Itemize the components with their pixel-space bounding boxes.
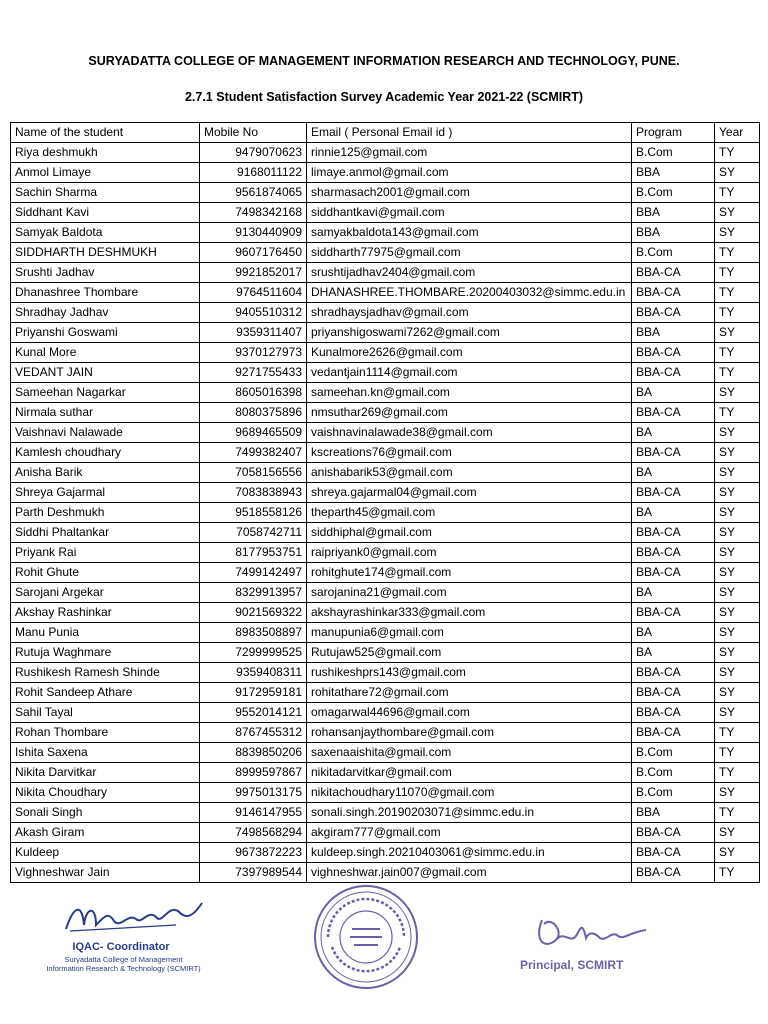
cell-email: nikitachoudhary11070@gmail.com <box>307 783 632 803</box>
cell-name: Rushikesh Ramesh Shinde <box>11 663 200 683</box>
cell-email: saxenaaishita@gmail.com <box>307 743 632 763</box>
coordinator-signature-scribble <box>56 895 206 939</box>
cell-program: BBA <box>632 803 715 823</box>
table-row <box>11 343 760 363</box>
cell-program: BBA-CA <box>632 863 715 883</box>
cell-email: omagarwal44696@gmail.com <box>307 703 632 723</box>
cell-email: akshayrashinkar333@gmail.com <box>307 603 632 623</box>
cell-email: srushtijadhav2404@gmail.com <box>307 263 632 283</box>
cell-year: TY <box>715 243 760 263</box>
cell-program: BBA-CA <box>632 303 715 323</box>
table-row <box>11 863 760 883</box>
page-title: SURYADATTA COLLEGE OF MANAGEMENT INFORMATION RESEARCH AND TECHNOLOGY, PUNE. <box>88 54 680 68</box>
table-row <box>11 783 760 803</box>
cell-year: SY <box>715 683 760 703</box>
cell-mobile: 8999597867 <box>200 763 307 783</box>
cell-year: TY <box>715 403 760 423</box>
cell-mobile: 7397989544 <box>200 863 307 883</box>
cell-name: Priyank Rai <box>11 543 200 563</box>
cell-email: kuldeep.singh.20210403061@simmc.edu.in <box>307 843 632 863</box>
cell-year: SY <box>715 603 760 623</box>
cell-name: Priyanshi Goswami <box>11 323 200 343</box>
cell-program: BBA-CA <box>632 703 715 723</box>
cell-name: Rohit Sandeep Athare <box>11 683 200 703</box>
column-header-program: Program <box>632 123 715 143</box>
cell-program: BA <box>632 583 715 603</box>
cell-year: SY <box>715 543 760 563</box>
table-row <box>11 723 760 743</box>
cell-email: rohitghute174@gmail.com <box>307 563 632 583</box>
table-row <box>11 283 760 303</box>
cell-name: Siddhi Phaltankar <box>11 523 200 543</box>
cell-program: BBA-CA <box>632 543 715 563</box>
cell-email: vedantjain1114@gmail.com <box>307 363 632 383</box>
cell-year: TY <box>715 863 760 883</box>
cell-name: Rohit Ghute <box>11 563 200 583</box>
cell-program: BBA-CA <box>632 283 715 303</box>
cell-mobile: 8983508897 <box>200 623 307 643</box>
cell-program: BBA-CA <box>632 603 715 623</box>
cell-email: shreya.gajarmal04@gmail.com <box>307 483 632 503</box>
table-row <box>11 223 760 243</box>
cell-mobile: 7499382407 <box>200 443 307 463</box>
cell-name: Nirmala suthar <box>11 403 200 423</box>
table-row <box>11 823 760 843</box>
column-header-mobile: Mobile No <box>200 123 307 143</box>
cell-name: Rutuja Waghmare <box>11 643 200 663</box>
cell-year: SY <box>715 223 760 243</box>
cell-program: B.Com <box>632 183 715 203</box>
cell-mobile: 8329913957 <box>200 583 307 603</box>
cell-program: BBA-CA <box>632 843 715 863</box>
cell-email: priyanshigoswami7262@gmail.com <box>307 323 632 343</box>
cell-mobile: 7058156556 <box>200 463 307 483</box>
cell-mobile: 9370127973 <box>200 343 307 363</box>
cell-program: BA <box>632 463 715 483</box>
cell-name: Kamlesh choudhary <box>11 443 200 463</box>
cell-program: BBA <box>632 323 715 343</box>
cell-program: BBA <box>632 163 715 183</box>
cell-program: BA <box>632 643 715 663</box>
cell-year: SY <box>715 523 760 543</box>
cell-year: SY <box>715 643 760 663</box>
cell-program: BBA-CA <box>632 363 715 383</box>
cell-email: rohansanjaythombare@gmail.com <box>307 723 632 743</box>
cell-program: BBA-CA <box>632 683 715 703</box>
cell-year: SY <box>715 703 760 723</box>
cell-email: vighneshwar.jain007@gmail.com <box>307 863 632 883</box>
cell-name: Kuldeep <box>11 843 200 863</box>
cell-mobile: 7083838943 <box>200 483 307 503</box>
cell-mobile: 9405510312 <box>200 303 307 323</box>
cell-name: Shradhay Jadhav <box>11 303 200 323</box>
cell-name: Kunal More <box>11 343 200 363</box>
table-row <box>11 543 760 563</box>
cell-program: BBA-CA <box>632 723 715 743</box>
cell-mobile: 8080375896 <box>200 403 307 423</box>
table-row <box>11 203 760 223</box>
table-row <box>11 743 760 763</box>
table-row <box>11 803 760 823</box>
cell-program: BBA-CA <box>632 483 715 503</box>
cell-name: Dhanashree Thombare <box>11 283 200 303</box>
table-row <box>11 703 760 723</box>
cell-year: SY <box>715 563 760 583</box>
cell-email: siddhantkavi@gmail.com <box>307 203 632 223</box>
cell-program: BBA-CA <box>632 263 715 283</box>
table-row <box>11 483 760 503</box>
cell-program: B.Com <box>632 743 715 763</box>
cell-year: SY <box>715 503 760 523</box>
cell-mobile: 9146147955 <box>200 803 307 823</box>
cell-name: Sarojani Argekar <box>11 583 200 603</box>
table-header-row <box>11 123 760 143</box>
cell-name: Samyak Baldota <box>11 223 200 243</box>
cell-name: VEDANT JAIN <box>11 363 200 383</box>
cell-year: TY <box>715 143 760 163</box>
cell-year: SY <box>715 323 760 343</box>
table-row <box>11 183 760 203</box>
cell-name: Manu Punia <box>11 623 200 643</box>
cell-email: sonali.singh.20190203071@simmc.edu.in <box>307 803 632 823</box>
cell-year: TY <box>715 183 760 203</box>
iqac-coordinator-signature <box>36 895 211 985</box>
cell-email: limaye.anmol@gmail.com <box>307 163 632 183</box>
cell-program: BBA-CA <box>632 443 715 463</box>
cell-year: SY <box>715 663 760 683</box>
cell-mobile: 7498342168 <box>200 203 307 223</box>
cell-name: Sachin Sharma <box>11 183 200 203</box>
column-header-year: Year <box>715 123 760 143</box>
cell-year: SY <box>715 383 760 403</box>
cell-program: BBA <box>632 203 715 223</box>
cell-mobile: 7058742711 <box>200 523 307 543</box>
cell-name: Srushti Jadhav <box>11 263 200 283</box>
table-row <box>11 443 760 463</box>
table-row <box>11 643 760 663</box>
principal-role-label: Principal, SCMIRT <box>520 958 624 972</box>
cell-email: sarojanina21@gmail.com <box>307 583 632 603</box>
cell-mobile: 9764511604 <box>200 283 307 303</box>
cell-name: Ishita Saxena <box>11 743 200 763</box>
principal-signature-scribble <box>530 910 650 954</box>
cell-program: BBA <box>632 223 715 243</box>
cell-email: Kunalmore2626@gmail.com <box>307 343 632 363</box>
cell-program: BA <box>632 383 715 403</box>
cell-year: SY <box>715 423 760 443</box>
cell-email: DHANASHREE.THOMBARE.20200403032@simmc.edu.in <box>307 283 632 303</box>
table-row <box>11 143 760 163</box>
column-header-name: Name of the student <box>11 123 200 143</box>
cell-mobile: 9359408311 <box>200 663 307 683</box>
cell-year: SY <box>715 203 760 223</box>
cell-year: SY <box>715 463 760 483</box>
cell-mobile: 9518558126 <box>200 503 307 523</box>
cell-year: TY <box>715 803 760 823</box>
table-row <box>11 163 760 183</box>
table-row <box>11 263 760 283</box>
cell-email: nikitadarvitkar@gmail.com <box>307 763 632 783</box>
cell-name: Riya deshmukh <box>11 143 200 163</box>
cell-year: SY <box>715 823 760 843</box>
cell-program: B.Com <box>632 783 715 803</box>
cell-name: Parth Deshmukh <box>11 503 200 523</box>
table-row <box>11 383 760 403</box>
cell-year: SY <box>715 783 760 803</box>
cell-name: Sahil Tayal <box>11 703 200 723</box>
cell-email: samyakbaldota143@gmail.com <box>307 223 632 243</box>
table-row <box>11 403 760 423</box>
table-row <box>11 683 760 703</box>
cell-program: B.Com <box>632 243 715 263</box>
cell-program: BBA-CA <box>632 663 715 683</box>
cell-year: SY <box>715 843 760 863</box>
table-row <box>11 583 760 603</box>
cell-name: Shreya Gajarmal <box>11 483 200 503</box>
cell-program: BBA-CA <box>632 823 715 843</box>
college-seal-stamp <box>312 883 420 991</box>
cell-mobile: 9673872223 <box>200 843 307 863</box>
table-row <box>11 563 760 583</box>
cell-year: TY <box>715 723 760 743</box>
table-row <box>11 363 760 383</box>
cell-mobile: 7498568294 <box>200 823 307 843</box>
table-row <box>11 243 760 263</box>
cell-mobile: 9561874065 <box>200 183 307 203</box>
cell-year: TY <box>715 263 760 283</box>
cell-email: rushikeshprs143@gmail.com <box>307 663 632 683</box>
table-row <box>11 603 760 623</box>
cell-year: SY <box>715 443 760 463</box>
table-body <box>11 143 760 883</box>
cell-name: Vaishnavi Nalawade <box>11 423 200 443</box>
cell-email: raipriyank0@gmail.com <box>307 543 632 563</box>
cell-email: sameehan.kn@gmail.com <box>307 383 632 403</box>
cell-year: SY <box>715 583 760 603</box>
column-header-email: Email ( Personal Email id ) <box>307 123 632 143</box>
cell-name: Siddhant Kavi <box>11 203 200 223</box>
cell-mobile: 9021569322 <box>200 603 307 623</box>
cell-mobile: 9921852017 <box>200 263 307 283</box>
cell-mobile: 9607176450 <box>200 243 307 263</box>
cell-year: SY <box>715 163 760 183</box>
cell-email: manupunia6@gmail.com <box>307 623 632 643</box>
table-row <box>11 523 760 543</box>
cell-name: Sonali Singh <box>11 803 200 823</box>
coordinator-org-line-2: Information Research & Technology (SCMIRT) <box>46 964 201 973</box>
cell-mobile: 9172959181 <box>200 683 307 703</box>
cell-email: shradhaysjadhav@gmail.com <box>307 303 632 323</box>
cell-mobile: 7299999525 <box>200 643 307 663</box>
cell-program: BBA-CA <box>632 343 715 363</box>
cell-name: Anisha Barik <box>11 463 200 483</box>
cell-mobile: 8177953751 <box>200 543 307 563</box>
cell-email: siddhiphal@gmail.com <box>307 523 632 543</box>
table-row <box>11 663 760 683</box>
table-row <box>11 623 760 643</box>
cell-email: Rutujaw525@gmail.com <box>307 643 632 663</box>
cell-email: theparth45@gmail.com <box>307 503 632 523</box>
student-survey-table <box>10 122 760 883</box>
cell-year: TY <box>715 743 760 763</box>
cell-program: BA <box>632 503 715 523</box>
table-row <box>11 323 760 343</box>
table-row <box>11 463 760 483</box>
cell-mobile: 9552014121 <box>200 703 307 723</box>
cell-mobile: 9271755433 <box>200 363 307 383</box>
cell-year: TY <box>715 343 760 363</box>
table-row <box>11 763 760 783</box>
table-row <box>11 423 760 443</box>
cell-mobile: 9689465509 <box>200 423 307 443</box>
cell-program: B.Com <box>632 143 715 163</box>
cell-mobile: 8839850206 <box>200 743 307 763</box>
cell-year: TY <box>715 303 760 323</box>
cell-name: SIDDHARTH DESHMUKH <box>11 243 200 263</box>
cell-name: Sameehan Nagarkar <box>11 383 200 403</box>
cell-name: Rohan Thombare <box>11 723 200 743</box>
cell-program: B.Com <box>632 763 715 783</box>
cell-email: vaishnavinalawade38@gmail.com <box>307 423 632 443</box>
cell-mobile: 9168011122 <box>200 163 307 183</box>
cell-mobile: 8767455312 <box>200 723 307 743</box>
principal-signature <box>520 910 670 980</box>
table-row <box>11 303 760 323</box>
cell-program: BBA-CA <box>632 403 715 423</box>
coordinator-role-label: IQAC- Coordinator <box>72 941 170 953</box>
cell-email: rinnie125@gmail.com <box>307 143 632 163</box>
cell-year: SY <box>715 483 760 503</box>
coordinator-org-line-1: Suryadatta College of Management <box>64 955 183 964</box>
cell-year: TY <box>715 283 760 303</box>
cell-name: Akash Giram <box>11 823 200 843</box>
cell-name: Nikita Choudhary <box>11 783 200 803</box>
cell-mobile: 9975013175 <box>200 783 307 803</box>
cell-mobile: 7499142497 <box>200 563 307 583</box>
cell-program: BA <box>632 423 715 443</box>
page-subtitle: 2.7.1 Student Satisfaction Survey Academic Year 2021-22 (SCMIRT) <box>184 90 584 104</box>
cell-name: Akshay Rashinkar <box>11 603 200 623</box>
cell-name: Vighneshwar Jain <box>11 863 200 883</box>
table-row <box>11 503 760 523</box>
cell-email: sharmasach2001@gmail.com <box>307 183 632 203</box>
cell-mobile: 9479070623 <box>200 143 307 163</box>
cell-email: nmsuthar269@gmail.com <box>307 403 632 423</box>
cell-mobile: 9130440909 <box>200 223 307 243</box>
cell-email: anishabarik53@gmail.com <box>307 463 632 483</box>
cell-name: Nikita Darvitkar <box>11 763 200 783</box>
table-row <box>11 843 760 863</box>
cell-email: rohitathare72@gmail.com <box>307 683 632 703</box>
cell-name: Anmol Limaye <box>11 163 200 183</box>
cell-program: BBA-CA <box>632 563 715 583</box>
cell-year: TY <box>715 363 760 383</box>
cell-year: TY <box>715 763 760 783</box>
cell-program: BBA-CA <box>632 523 715 543</box>
cell-email: siddharth77975@gmail.com <box>307 243 632 263</box>
cell-program: BA <box>632 623 715 643</box>
cell-email: kscreations76@gmail.com <box>307 443 632 463</box>
cell-email: akgiram777@gmail.com <box>307 823 632 843</box>
cell-mobile: 9359311407 <box>200 323 307 343</box>
cell-mobile: 8605016398 <box>200 383 307 403</box>
cell-year: SY <box>715 623 760 643</box>
